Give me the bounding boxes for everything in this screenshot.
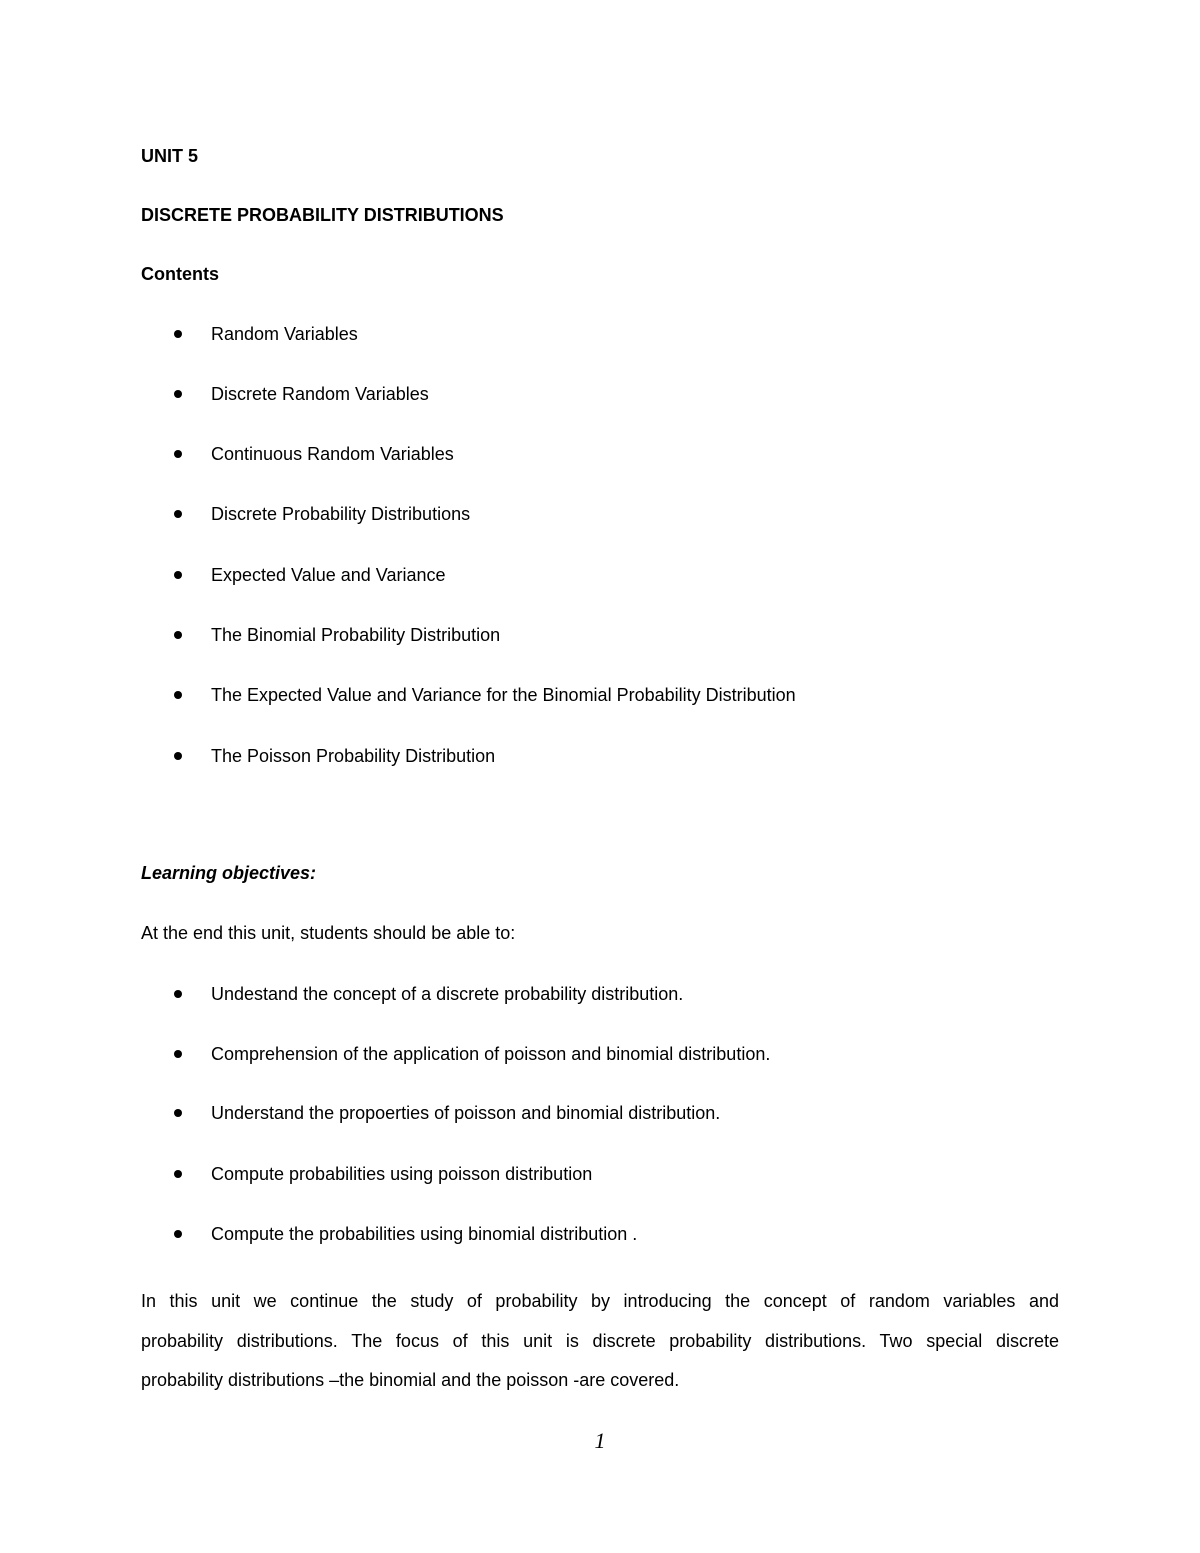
- contents-item-text: The Binomial Probability Distribution: [211, 625, 501, 645]
- bullet-icon: [174, 990, 182, 998]
- paragraph-line: In this unit we continue the study of probability by introducing the concept of random variables and: [141, 1291, 1059, 1311]
- bullet-icon: [174, 330, 182, 338]
- contents-item: [0, 503, 1200, 525]
- bullet-icon: [174, 510, 182, 518]
- intro-paragraph: [141, 1282, 1059, 1401]
- bullet-icon: [174, 1230, 182, 1238]
- contents-item-text: Expected Value and Variance: [211, 565, 446, 585]
- page-number: 1: [594, 1428, 606, 1453]
- objectives-intro: At the end this unit, students should be able to:: [141, 923, 516, 943]
- contents-item-text: Random Variables: [211, 324, 358, 344]
- contents-item: [0, 323, 1200, 345]
- page-title: DISCRETE PROBABILITY DISTRIBUTIONS: [141, 205, 504, 225]
- objective-item-text: Compute probabilities using poisson distribution: [211, 1164, 593, 1184]
- contents-item-text: Discrete Random Variables: [211, 384, 429, 404]
- objective-item: [0, 1043, 1200, 1065]
- unit-label: UNIT 5: [141, 146, 199, 166]
- objective-item-text: Compute the probabilities using binomial distribution .: [211, 1224, 638, 1244]
- contents-item: [0, 443, 1200, 465]
- contents-item-text: Discrete Probability Distributions: [211, 504, 471, 524]
- bullet-icon: [174, 631, 182, 639]
- objective-item: [0, 983, 1200, 1005]
- bullet-icon: [174, 571, 182, 579]
- paragraph-line: probability distributions. The focus of this unit is discrete probability distributions. Two special discrete: [141, 1330, 1059, 1351]
- objective-item-text: Comprehension of the application of poisson and binomial distribution.: [211, 1044, 771, 1064]
- objective-item: [0, 1163, 1200, 1185]
- bullet-icon: [174, 1170, 182, 1178]
- objective-item: [0, 1223, 1200, 1245]
- objective-item-text: Undestand the concept of a discrete probability distribution.: [211, 984, 684, 1004]
- paragraph-line: probability distributions –the binomial and the poisson -are covered.: [141, 1370, 680, 1390]
- contents-item: [0, 684, 1200, 706]
- bullet-icon: [174, 1050, 182, 1058]
- contents-item-text: The Poisson Probability Distribution: [211, 746, 496, 766]
- bullet-icon: [174, 752, 182, 760]
- objective-item-text: Understand the propoerties of poisson and binomial distribution.: [211, 1103, 721, 1123]
- contents-item: [0, 383, 1200, 405]
- bullet-icon: [174, 450, 182, 458]
- contents-item-text: Continuous Random Variables: [211, 444, 454, 464]
- contents-item-text: The Expected Value and Variance for the Binomial Probability Distribution: [211, 685, 796, 705]
- bullet-icon: [174, 1109, 182, 1117]
- contents-item: [0, 564, 1200, 586]
- objective-item: [0, 1102, 1200, 1124]
- contents-item: [0, 624, 1200, 646]
- bullet-icon: [174, 691, 182, 699]
- contents-item: [0, 745, 1200, 767]
- contents-heading: Contents: [141, 264, 219, 284]
- bullet-icon: [174, 390, 182, 398]
- objectives-heading: Learning objectives:: [141, 863, 317, 883]
